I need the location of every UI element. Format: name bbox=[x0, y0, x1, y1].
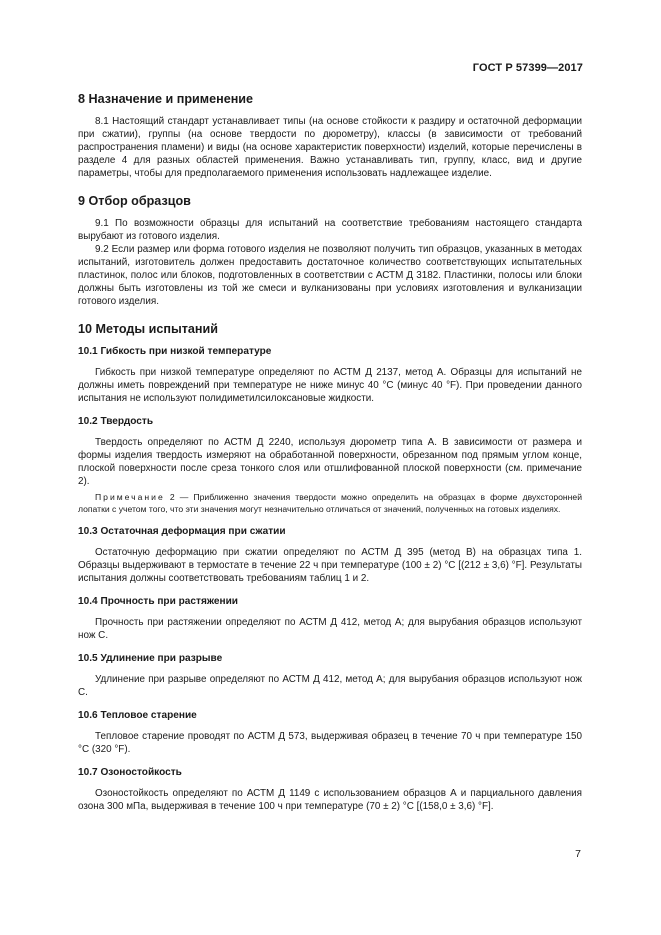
paragraph-9-1: 9.1 По возможности образцы для испытаний на соответствие требованиям настоящего стандарта вырубают из готового изделия. bbox=[78, 218, 582, 242]
paragraph-10-2: Твердость определяют по АСТМ Д 2240, используя дюрометр типа А. В зависимости от размера и формы изделия твердость измеряют на обработанной поверхности, обрезанном под прямым углом конце, плоской поверхности после среза тонкого слоя или отшлифованной плоской поверхности (см. примечание 2). bbox=[78, 437, 582, 487]
note-2 bbox=[78, 492, 582, 515]
paragraph-8-1: 8.1 Настоящий стандарт устанавливает типы (на основе стойкости к раздиру и остаточной деформации при сжатии), группы (на основе твердости по дюрометру), классы (в зависимости от требований распространения пламени) и виды (на основе характеристик поверхности) изделий, которые перечислены в разделе 4 для разных областей применения. Важно устанавливать тип, группу, класс, вид и другие параметры, чтобы для предполагаемого применения использовать надлежащее изделие. bbox=[78, 116, 582, 179]
subsection-10-2-title: 10.2 Твердость bbox=[78, 416, 154, 427]
section-9-title: 9 Отбор образцов bbox=[78, 194, 191, 208]
paragraph-10-5: Удлинение при разрыве определяют по АСТМ Д 412, метод А; для вырубания образцов используют нож С. bbox=[78, 674, 582, 698]
document-id-header: ГОСТ Р 57399—2017 bbox=[472, 62, 583, 74]
note-text: 2 — Приближенно значения твердости можно определить на образцах в форме двухсторонней лопатки с учетом того, что эти значения могут незначительно отличаться от значений, полученных на готовых изделиях. bbox=[78, 492, 582, 514]
paragraph-10-3: Остаточную деформацию при сжатии определяют по АСТМ Д 395 (метод В) на образцах типа 1. Образцы выдерживают в термостате в течение 22 ч при температуре (100 ± 2) °С [(212 ± 3,6) °F]. Результаты испытания должны соответствовать требованиям таблиц 1 и 2. bbox=[78, 547, 582, 584]
paragraph-10-7: Озоностойкость определяют по АСТМ Д 1149 с использованием образцов А и парциального давления озона 300 мПа, выдерживая в течение 100 ч при температуре (70 ± 2) °С [(158,0 ± 3,6) °F]. bbox=[78, 788, 582, 812]
paragraph-9-2: 9.2 Если размер или форма готового изделия не позволяют получить тип образцов, указанных в методах испытаний, изготовитель должен предоставить достаточное количество соответствующих испытательных пластинок, полос или блоков, подготовленных в соответствии с АСТМ Д 3182. Пластинки, полосы или блоки должны быть изготовлены из той же смеси и вулканизованы при условиях изготовления и вулканизации готового изделия. bbox=[78, 244, 582, 307]
paragraph-10-6: Тепловое старение проводят по АСТМ Д 573, выдерживая образец в течение 70 ч при температуре 150 °С (320 °F). bbox=[78, 731, 582, 755]
paragraph-10-1: Гибкость при низкой температуре определяют по АСТМ Д 2137, метод А. Образцы для испытаний не должны иметь повреждений при температуре не ниже минус 40 °С (минус 40 °F). При проведении данного испытания не используют полидиметилсилоксановые жидкости. bbox=[78, 367, 582, 404]
subsection-10-6-title: 10.6 Тепловое старение bbox=[78, 710, 197, 721]
subsection-10-7-title: 10.7 Озоностойкость bbox=[78, 767, 182, 778]
subsection-10-4-title: 10.4 Прочность при растяжении bbox=[78, 596, 238, 607]
page-number: 7 bbox=[575, 848, 581, 860]
paragraph-10-4: Прочность при растяжении определяют по АСТМ Д 412, метод А; для вырубания образцов используют нож С. bbox=[78, 617, 582, 641]
subsection-10-3-title: 10.3 Остаточная деформация при сжатии bbox=[78, 526, 286, 537]
page-content bbox=[78, 92, 582, 813]
subsection-10-1-title: 10.1 Гибкость при низкой температуре bbox=[78, 346, 272, 357]
section-10-title: 10 Методы испытаний bbox=[78, 322, 218, 336]
subsection-10-5-title: 10.5 Удлинение при разрыве bbox=[78, 653, 223, 664]
note-label: Примечание bbox=[95, 492, 165, 502]
section-8-title: 8 Назначение и применение bbox=[78, 92, 254, 106]
